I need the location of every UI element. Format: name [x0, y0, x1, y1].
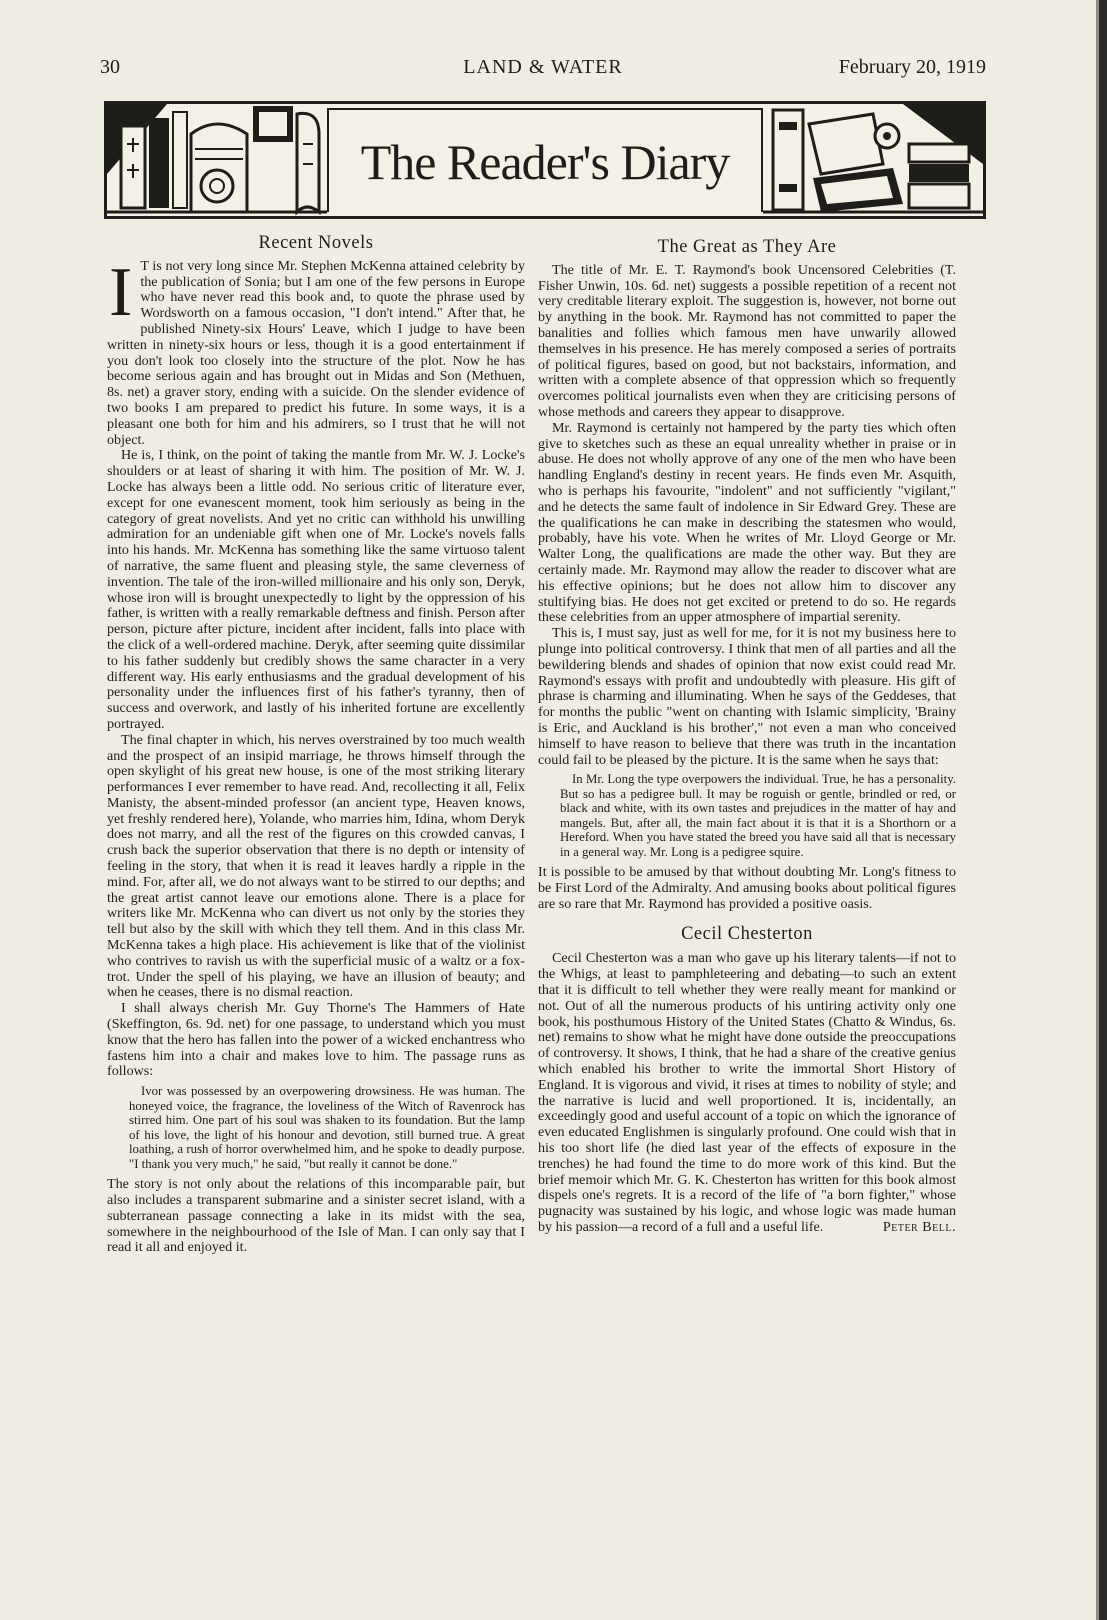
recent-novels-paragraph-3: The final chapter in which, his nerves overstrained by too much wealth and the prospect of an insipid marriage, he throws himself through the open skylight of his great new house, is one of the most striking literary performances I ever remember to have read. And, recollecting it all, Felix Manisty, the absent-minded professor (an ancient type, Heaven knows, yet freshly rendered here), Yolande, who marries him, Idina, whom Deryk does not marry, and all the rest of the figures on this crowded canvas, I crush back the superior observation that there is no depth or intensity of feeling in the story, that when it is read it leaves hardly a ripple in the mind. For, after all, we do not always want to be stirred to our depths; and the great artist cannot leave our emotions alone. There is a place for writers like Mr. McKenna who can divert us not only by the stories they tell but also by the skill with which they tell them. And in this class Mr. McKenna takes a high place. His achievement is like that of the violinist who contrives to ravish us with the superficial music of a waltz or a fox-trot. Under the spell of his playing, we have an illusion of beauty; and when he ceases, there is no dismal reaction. [107, 731, 525, 1001]
books-illustration-left [107, 104, 327, 216]
page-edge-shadow [1096, 0, 1099, 1620]
great-as-they-are-heading: The Great as They Are [657, 237, 837, 257]
page-edge [1099, 0, 1107, 1620]
quotation-text: In Mr. Long the type overpowers the individual. True, he has a personality. But so has a pedigree bull. It may be roguish or gentle, brindled or red, or black and white, with its own tastes and prejudices in the matter of hay and mangels. But, after all, the main fact about it is that it is a Shorthorn or a Hereford. When you have stated the breed you have said all that is necessary in a general way. Mr. Long is a pedigree squire. [560, 772, 956, 859]
chesterton-text: Cecil Chesterton was a man who gave up his literary talents—if not to the Whigs, at least to pamphleteering and debating—to such an extent that it is difficult to tell whether they were really meant for mankind or not. Out of all the numerous products of his untiring activity only one book, his posthumous History of the United States (Chatto & Windus, 6s. net) remains to show what he might have done outside the preoccupations of controversy. It shows, I think, that he had a share of the creative genius which enabled his brother to write the immortal Short History of England. It is vigorous and vivid, it rises at times to nobility of style; and the narrative is lucid and well proportioned. It is, incidentally, an exceedingly good and useful account of a topic on which the ignorance of even educated Englishmen is singularly profound. One could wish that in his too short life (he died last year of the effects of exposure in the trenches) he had found the time to do more work of this kind. But the brief memoir which Mr. G. K. Chesterton has written for this book almost dispels one's regrets. It is a record of the life of "a born fighter," whose pugnacity was sustained by his logic, and whose logic was made human by his passion—a record of a full and a useful life. [538, 950, 956, 1236]
chesterton-paragraph-1 [538, 951, 956, 1235]
great-paragraph-1: The title of Mr. E. T. Raymond's book Uncensored Celebrities (T. Fisher Unwin, 10s. 6d. net) suggests a possible repetition of a recent not very creditable literary exploit. The suggestion is, however, not borne out by anything in the book. Mr. Raymond has not committed to paper the banalities and follies which famous men have unwarily allowed themselves in his presence. He has merely composed a series of portraits of political figures, based on good, but not backstairs, information, and written with a complete absence of that oppression which so frequently overcomes political journalists even when they are criticising persons of whose methods and careers they appear to disapprove. [538, 261, 956, 420]
great-paragraph-2: Mr. Raymond is certainly not hampered by the party ties which often give to sketches such as these an equal unreality whether in praise or in abuse. He does not wholly approve of any one of the men who have been handling England's destiny in recent years. He finds even Mr. Asquith, who is perhaps his favourite, "indolent" and not sufficiently "vigilant," and he detects the same fault of indolence in Sir Edward Grey. These are the qualifications he can make in describing the statesmen who would, probably, have his vote. When he writes of Mr. Lloyd George or Mr. Walter Long, the qualifications are made the other way. But they are certainly made. Mr. Raymond may allow the reader to discover what are his effective opinions; but he does not allow him to discover any stultifying bias. He does not get excited or pretend to do so. He regards these celebrities from an upper atmosphere of impartial serenity. [538, 419, 956, 626]
drop-cap: I [109, 253, 133, 331]
recent-novels-paragraph-4: I shall always cherish Mr. Guy Thorne's The Hammers of Hate (Skeffington, 6s. 9d. net) for one passage, to understand which you must know that the hero has fallen into the power of a wicked enchantress who fastens him into a chair and makes love to him. The passage runs as follows: [107, 1000, 525, 1080]
issue-date: February 20, 1919 [838, 56, 986, 78]
author-signature: Peter Bell. [882, 1219, 956, 1236]
recent-novels-heading: Recent Novels [258, 233, 374, 253]
column-left [107, 233, 525, 1256]
page-number: 30 [100, 56, 120, 78]
long-quotation [560, 772, 956, 859]
recent-novels-paragraph-1: T is not very long since Mr. Stephen McKenna attained celebrity by the publication of Sonia; but I am one of the few persons in Europe who have never read this book and, to quote the phrase used by Wordsworth on a famous occasion, "I don't intend." After that, he published Ninety-six Hours' Leave, which I judge to have been written in ninety-six hours or less, though it is a good entertainment if you don't look too closely into the structure of the plot. Now he has become serious again and has brought out in Midas and Son (Methuen, 8s. net) a graver story, ending with a suicide. On the slender evidence of two books I am prepared to predict his future. In some ways, it is a pleasant one both for him and his admirers, so I trust that he will not object. [107, 257, 525, 448]
cecil-chesterton-heading: Cecil Chesterton [681, 923, 813, 944]
masthead: LAND & WATER [463, 56, 623, 78]
section-banner [104, 101, 986, 219]
recent-novels-paragraph-2: He is, I think, on the point of taking the mantle from Mr. W. J. Locke's shoulders or at least of sharing it with him. The position of Mr. W. J. Locke has always been a little odd. No serious critic of literature ever, except for one evanescent moment, took him seriously as being in the category of great novelists. And yet no critic can withhold his unwilling admiration for an undeniable gift when one of Mr. Locke's novels falls into his hands. Mr. McKenna has something like the same virtuoso talent of narrative, the same fluent and pleasing style, the same cleverness of invention. The tale of the iron-willed millionaire and his only son, Deryk, whose iron will is brought unexpectedly to light by the oppression of his father, is written with a really remarkable deftness and finish. Person after person, picture after picture, incident after incident, falls into place with the click of a well-ordered machine. Deryk, after seeming quite dissimilar to his father suddenly but credibly shows the same character in a very different way. His early enthusiasms and the gradual development of his personality under the influences first of his father's tyranny, then of success and overwork, and lastly of his inherited fortune are excellently portrayed. [107, 447, 525, 732]
books-illustration-right [763, 104, 983, 216]
running-head [100, 56, 986, 86]
great-paragraph-4: It is possible to be amused by that without doubting Mr. Long's fitness to be First Lord of the Admiralty. And amusing books about political figures are so rare that Mr. Raymond has provided a positive oasis. [538, 864, 956, 912]
great-paragraph-3: This is, I must say, just as well for me, for it is not my business here to plunge into political controversy. I think that men of all parties and all the bewildering blends and shades of opinion that now exist could read Mr. Raymond's essays with profit and undoubtedly with pleasure. His gift of phrase is charming and illuminating. When he says of the Geddeses, that for months the public "went on chanting with Islamic simplicity, 'Brainy is Eric, and Auckland is his brother'," not even a man who conceived himself to have reason to believe that there was truth in the incantation could fail to be pleased by the picture. It is the same when he says that: [538, 625, 956, 768]
quotation-text: Ivor was possessed by an overpowering drowsiness. He was human. The honeyed voice, the fragrance, the loveliness of the Witch of Ravenrock has stirred him. One part of his soul was shaken to its foundation. But the lamp of his love, the light of his honour and devotion, still burned true. A great loathing, a rush of horror overwhelmed him, and he spoke to deadly purpose. "I thank you very much," he said, "but really it cannot be done." [129, 1084, 525, 1171]
column-right [538, 237, 956, 1236]
hammers-of-hate-quotation [129, 1084, 525, 1171]
recent-novels-paragraph-5: The story is not only about the relations of this incomparable pair, but also includes a transparent submarine and a sinister secret island, with a subterranean passage connecting a lake in its midst with the sea, somewhere in the neighbourhood of the Isle of Man. I can only say that I read it all and enjoyed it. [107, 1176, 525, 1256]
banner-title: The Reader's Diary [327, 108, 763, 212]
